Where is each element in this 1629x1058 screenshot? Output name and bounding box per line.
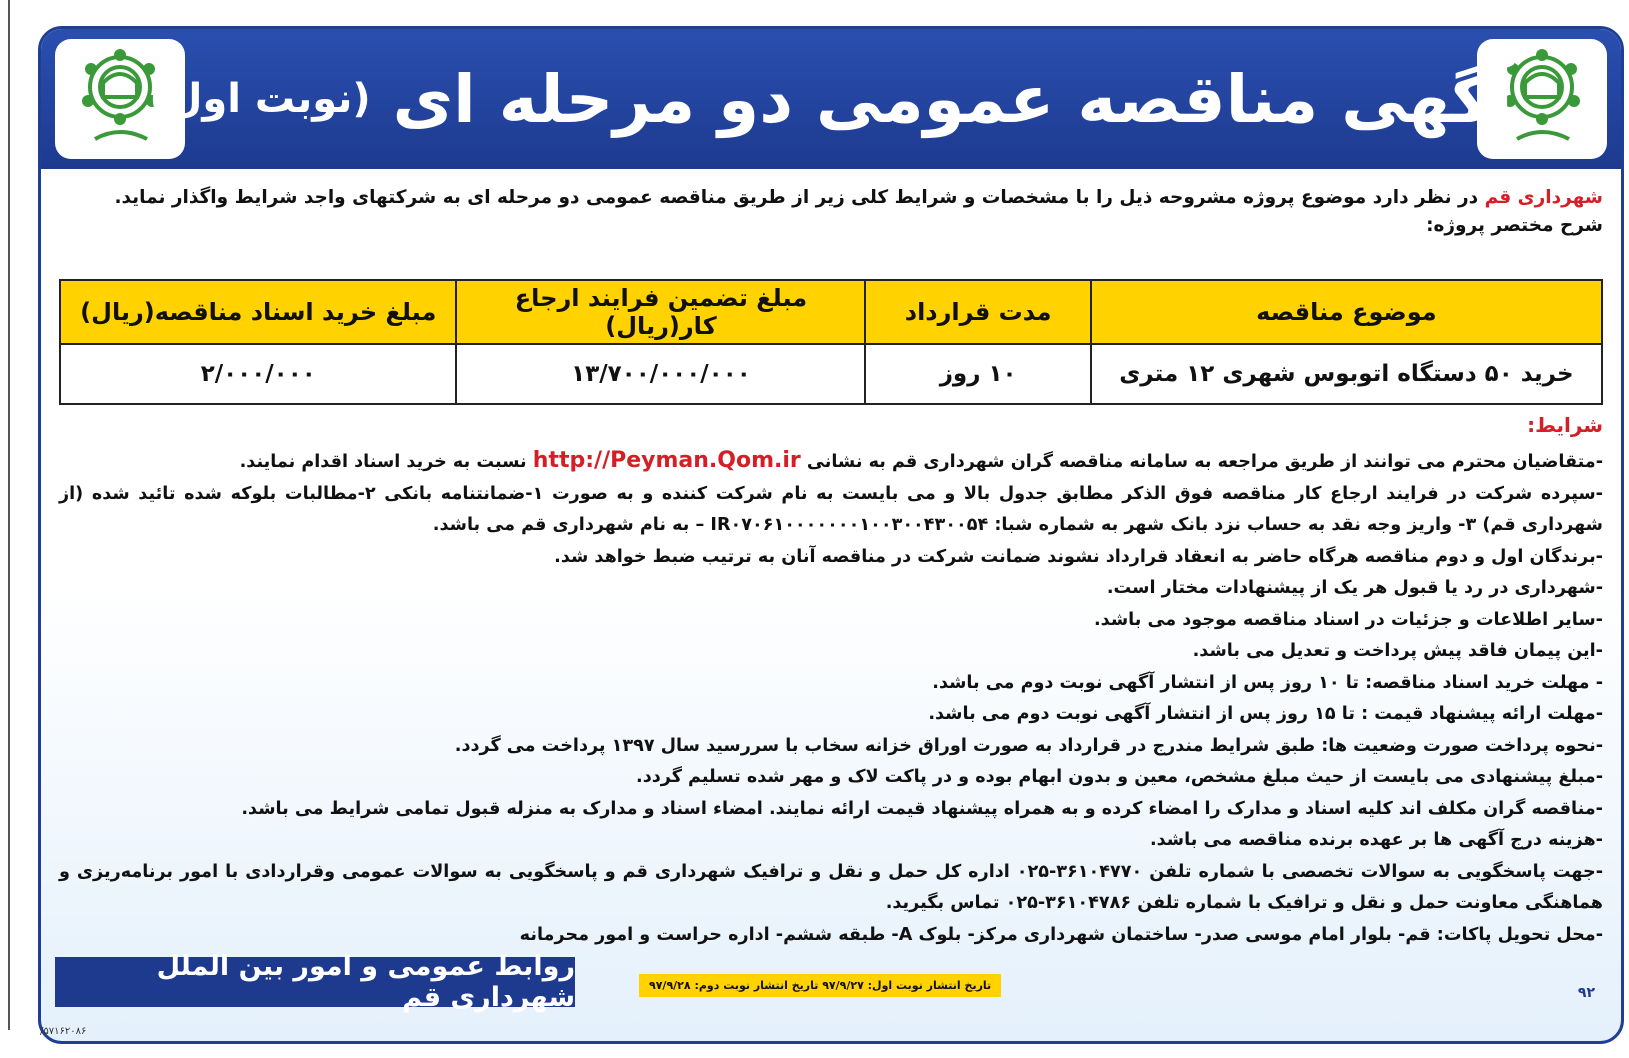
table-row [60, 344, 1602, 404]
tender-portal-link[interactable]: http://Peyman.Qom.ir [532, 448, 801, 473]
cell-subject: خرید ۵۰ دستگاه اتوبوس شهری ۱۲ متری [1091, 344, 1602, 404]
notice-frame [38, 26, 1624, 1044]
condition-item: -مناقصه گران مکلف اند کلیه اسناد و مدارک را امضاء کرده و به همراه پیشنهاد قیمت ارائه نمایند. امضاء اسناد و مدارک به منزله قبول تمامی شرایط می باشد. [241, 798, 1603, 819]
condition-item: -هزینه درج آگهی ها بر عهده برنده مناقصه می باشد. [1149, 830, 1603, 850]
notice-content [59, 171, 1603, 945]
header-document-price: مبلغ خرید اسناد مناقصه(ریال) [60, 280, 456, 344]
cell-duration: ۱۰ روز [865, 344, 1090, 404]
condition-text: -متقاضیان محترم می توانند از طریق مراجعه به سامانه مناقصه گران شهرداری قم به نشانی [806, 452, 1603, 472]
title-main: آگهی مناقصه عمومی دو مرحله ای [392, 60, 1513, 138]
conditions-title: شرایط: [1527, 413, 1603, 437]
condition-item: -محل تحویل پاکات: قم- بلوار امام موسی صدر- ساختمان شهرداری مرکز- بلوک A- طبقه ششم- اداره حراست و امور محرمانه [519, 924, 1603, 945]
page-number: ۹۲ [1577, 985, 1595, 1001]
condition-item: -این پیمان فاقد پیش پرداخت و تعدیل می باشد. [1192, 641, 1603, 661]
condition-item: -شهرداری در رد یا قبول هر یک از پیشنهادات مختار است. [1106, 578, 1603, 598]
condition-item: -جهت پاسخگویی به سوالات تخصصی با شماره تلفن ۳۶۱۰۴۷۷۰-۰۲۵ اداره کل حمل و نقل و ترافیک شهرداری قم و پاسخگویی به سوالات عمومی وقراردادی با امور برنامه‌ریزی و هماهنگی معاونت حمل و نقل و ترافیک با شماره تلفن ۳۶۱۰۴۷۸۶-۰۲۵ تماس بگیرید. [59, 861, 1603, 913]
intro-text: در نظر دارد موضوع پروژه مشروحه ذیل را با مشخصات و شرایط کلی زیر از طریق مناقصه عمومی دو مرحله ای به شرکتهای واجد شرایط واگذار نماید. [114, 187, 1479, 208]
title-round: (نوبت اول) [149, 76, 371, 122]
intro-org: شهرداری قم [1484, 187, 1603, 208]
cell-guarantee: ۱۳/۷۰۰/۰۰۰/۰۰۰ [456, 344, 865, 404]
header-subject: موضوع مناقصه [1091, 280, 1602, 344]
reference-code: /۵۷۱۶۲۰۸۶ [40, 1026, 87, 1037]
intro-paragraph [59, 183, 1603, 213]
public-relations-banner: روابط عمومی و امور بین الملل شهرداری قم [55, 957, 575, 1007]
conditions-list [59, 445, 1603, 951]
condition-item: -برندگان اول و دوم مناقصه هرگاه حاضر به انعقاد قرارداد نشوند ضمانت شرکت در مناقصه آنان به ترتیب ضبط خواهد شد. [554, 546, 1603, 567]
tender-table [59, 279, 1603, 405]
condition-item: -مهلت ارائه پیشنهاد قیمت : تا ۱۵ روز پس از انتشار آگهی نوبت دوم می باشد. [928, 704, 1603, 724]
publication-dates: تاریخ انتشار نوبت اول: ۹۷/۹/۲۷ تاریخ انتشار نوبت دوم: ۹۷/۹/۲۸ [639, 974, 1001, 997]
condition-item [59, 445, 1603, 479]
notice-title [149, 37, 1513, 161]
condition-text: نسبت به خرید اسناد اقدام نمایند. [239, 452, 527, 472]
brief-label: شرح مختصر پروژه: [1426, 215, 1603, 236]
table-header-row [60, 280, 1602, 344]
condition-item: -مبلغ پیشنهادی می بایست از حیث مبلغ مشخص، معین و بدون ابهام بوده و در پاکت لاک و مهر شده تسلیم گردد. [636, 767, 1603, 787]
left-margin-rule [8, 0, 10, 1030]
condition-item: -سایر اطلاعات و جزئیات در اسناد مناقصه موجود می باشد. [1093, 609, 1603, 630]
condition-item: -سپرده شرکت در فرایند ارجاع کار مناقصه فوق الذکر مطابق جدول بالا و می بایست به نام شرکت کننده و به صورت ۱-ضمانتنامه بانکی ۲-مطالبات بلوکه شده تائید شده (از شهرداری قم) ۳- واریز وجه نقد به حساب نزد بانک شهر به شماره شبا: IR۰۷۰۶۱۰۰۰۰۰۰۰۱۰۰۳۰۰۴۳۰۰۵۴ – به نام شهرداری قم می باشد. [59, 483, 1603, 535]
header-guarantee: مبلغ تضمین فرایند ارجاع کار(ریال) [456, 280, 865, 344]
condition-item: - مهلت خرید اسناد مناقصه: تا ۱۰ روز پس از انتشار آگهی نوبت دوم می باشد. [932, 672, 1603, 693]
header-band [41, 29, 1621, 169]
cell-document-price: ۲/۰۰۰/۰۰۰ [60, 344, 456, 404]
header-duration: مدت قرارداد [865, 280, 1090, 344]
condition-item: -نحوه پرداخت صورت وضعیت ها: طبق شرایط مندرج در قرارداد به صورت اوراق خزانه سخاب با سررسید سال ۱۳۹۷ پرداخت می گردد. [454, 735, 1603, 756]
